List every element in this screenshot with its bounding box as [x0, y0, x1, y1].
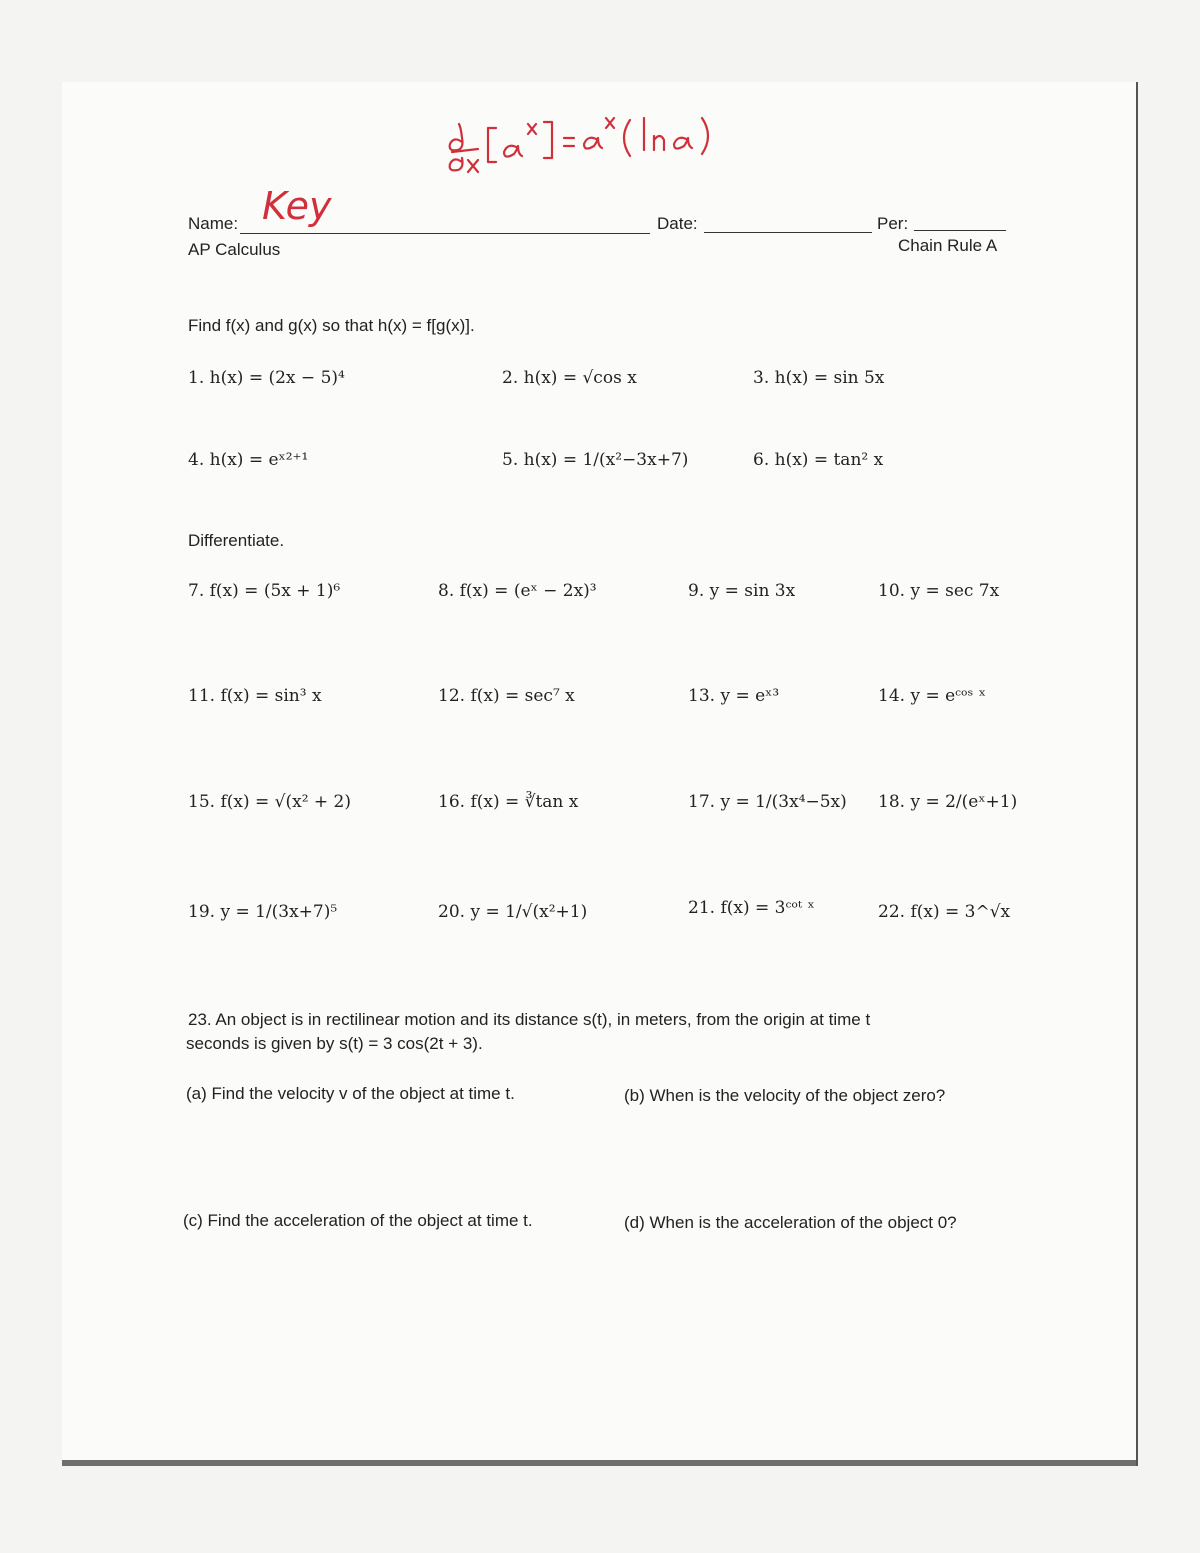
problem-12: 12. f(x) = sec⁷ x: [438, 686, 575, 706]
handwritten-name: Key: [262, 184, 332, 228]
problem-16: 16. f(x) = ∛tan x: [438, 792, 579, 812]
problem-10: 10. y = sec 7x: [878, 581, 1000, 601]
problem-9: 9. y = sin 3x: [688, 581, 796, 601]
worksheet-page: [62, 82, 1138, 1466]
date-label: Date:: [657, 214, 698, 233]
problem-23b: (b) When is the velocity of the object zero?: [624, 1086, 946, 1105]
problem-23d: (d) When is the acceleration of the object 0?: [624, 1213, 957, 1232]
problem-6: 6. h(x) = tan² x: [753, 450, 884, 470]
name-underline: [240, 233, 650, 234]
problem-23-line-1: 23. An object is in rectilinear motion and its distance s(t), in meters, from the origin at time t: [188, 1010, 871, 1029]
problem-18: 18. y = 2/(eˣ+1): [878, 792, 1018, 812]
problem-19: 19. y = 1/(3x+7)⁵: [188, 902, 338, 922]
problem-17: 17. y = 1/(3x⁴−5x): [688, 792, 847, 812]
worksheet-title: Chain Rule A: [898, 236, 998, 255]
problem-3: 3. h(x) = sin 5x: [753, 368, 885, 388]
handwritten-formula: [440, 110, 760, 190]
course-name: AP Calculus: [188, 240, 281, 259]
problem-11: 11. f(x) = sin³ x: [188, 686, 322, 706]
section2-instruction: Differentiate.: [188, 531, 285, 550]
section1-instruction: Find f(x) and g(x) so that h(x) = f[g(x)].: [188, 316, 475, 335]
problem-20: 20. y = 1/√(x²+1): [438, 902, 588, 922]
problem-14: 14. y = eᶜᵒˢ ˣ: [878, 686, 986, 706]
problem-23-line-2: seconds is given by s(t) = 3 cos(2t + 3).: [186, 1034, 483, 1053]
problem-4: 4. h(x) = eˣ²⁺¹: [188, 450, 309, 470]
problem-2: 2. h(x) = √cos x: [502, 368, 637, 388]
problem-15: 15. f(x) = √(x² + 2): [188, 792, 352, 812]
problem-1: 1. h(x) = (2x − 5)⁴: [188, 368, 345, 388]
date-underline: [704, 232, 872, 233]
problem-22: 22. f(x) = 3^√x: [878, 902, 1011, 922]
period-underline: [914, 230, 1006, 231]
problem-21: 21. f(x) = 3ᶜᵒᵗ ˣ: [688, 898, 815, 918]
problem-23a: (a) Find the velocity v of the object at time t.: [186, 1084, 515, 1103]
problem-23c: (c) Find the acceleration of the object at time t.: [183, 1211, 533, 1230]
page-shadow: [62, 1460, 1136, 1466]
name-label: Name:: [188, 214, 239, 233]
problem-7: 7. f(x) = (5x + 1)⁶: [188, 581, 341, 601]
problem-5: 5. h(x) = 1/(x²−3x+7): [502, 450, 689, 470]
period-label: Per:: [877, 214, 909, 233]
problem-13: 13. y = eˣ³: [688, 686, 780, 706]
svg-text:d/dx [aˣ] = aˣ(ln a): d/dx [aˣ] = aˣ(ln a): [440, 188, 448, 189]
problem-8: 8. f(x) = (eˣ − 2x)³: [438, 581, 597, 601]
